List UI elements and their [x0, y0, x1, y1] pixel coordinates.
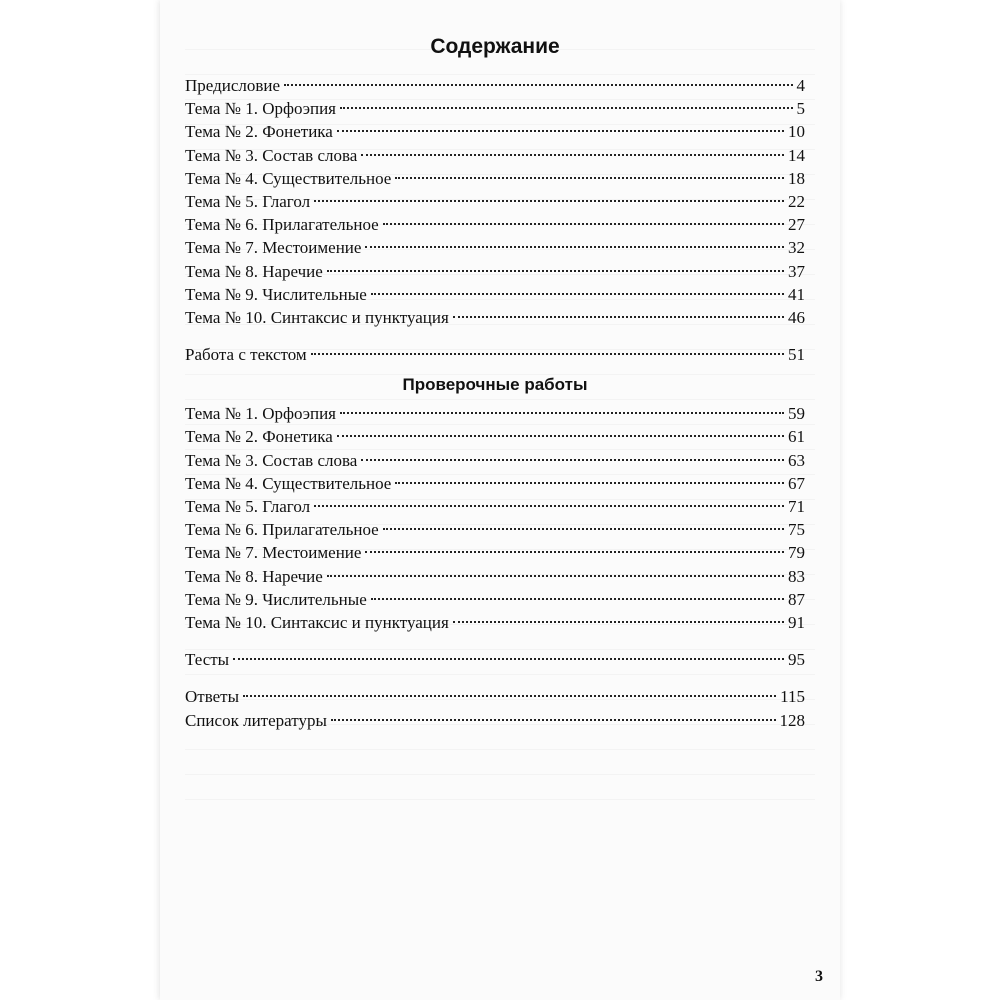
toc-entry-topic-8[interactable] — [185, 260, 805, 283]
toc-entry-check-9[interactable] — [185, 588, 805, 611]
toc-entry-page: 5 — [796, 99, 805, 119]
toc-entry-topic-6[interactable] — [185, 213, 805, 236]
toc-entry-page: 91 — [788, 612, 805, 632]
spacer — [185, 634, 805, 648]
toc-entry-label: Тема № 1. Орфоэпия — [185, 404, 336, 424]
toc-entry-topic-9[interactable] — [185, 283, 805, 306]
toc-entry-page: 41 — [788, 284, 805, 304]
toc-entry-label: Тема № 8. Наречие — [185, 566, 323, 586]
table-of-contents — [185, 28, 805, 732]
leader-dots — [383, 528, 784, 530]
leader-dots — [327, 270, 784, 272]
toc-entry-label: Работа с текстом — [185, 345, 307, 365]
toc-entry-check-1[interactable] — [185, 402, 805, 425]
toc-entry-page: 95 — [788, 650, 805, 670]
toc-entry-page: 18 — [788, 168, 805, 188]
toc-entry-page: 4 — [796, 76, 805, 95]
toc-entry-label: Тема № 5. Глагол — [185, 497, 311, 516]
leader-dots — [371, 598, 784, 600]
leader-dots — [337, 130, 784, 132]
toc-entry-label: Тема № 6. Прилагательное — [185, 215, 379, 235]
toc-entry-label: Тема № 2. Фонетика — [185, 122, 333, 142]
toc-entry-label: Предисловие — [185, 76, 281, 95]
page-number: 3 — [815, 968, 823, 985]
leader-dots — [361, 154, 784, 156]
leader-dots — [340, 107, 793, 109]
toc-entry-check-6[interactable] — [185, 518, 805, 541]
toc-entry-page: 87 — [788, 589, 805, 609]
leader-dots — [395, 482, 784, 484]
leader-dots — [365, 551, 784, 553]
toc-entry-label: Ответы — [185, 687, 240, 707]
toc-entry-check-5[interactable] — [185, 495, 805, 518]
toc-entry-check-7[interactable] — [185, 541, 805, 564]
toc-entry-label: Тема № 1. Орфоэпия — [185, 99, 336, 119]
toc-entry-label: Тема № 8. Наречие — [185, 261, 323, 281]
toc-entry-page: 32 — [788, 238, 805, 258]
toc-entry-topic-2[interactable] — [185, 120, 805, 143]
toc-entry-label: Список литературы — [185, 710, 327, 730]
toc-entry-page: 37 — [788, 261, 805, 281]
leader-dots — [340, 412, 784, 414]
toc-entry-page: 75 — [788, 520, 805, 540]
toc-entry-text-work[interactable] — [185, 343, 805, 366]
leader-dots — [243, 695, 776, 697]
page-title: Содержание — [430, 35, 560, 58]
toc-entry-label: Тема № 7. Местоимение — [185, 543, 362, 563]
leader-dots — [395, 177, 784, 179]
toc-entry-page: 61 — [788, 427, 805, 447]
leader-dots — [284, 84, 792, 86]
leader-dots — [331, 719, 776, 721]
toc-entry-label: Тема № 3. Состав слова — [185, 145, 358, 165]
toc-entry-label: Тема № 9. Числительные — [185, 589, 367, 609]
toc-entry-topic-4[interactable] — [185, 167, 805, 190]
toc-entry-check-8[interactable] — [185, 565, 805, 588]
toc-entry-literature[interactable] — [185, 709, 805, 732]
toc-entry-label: Тема № 7. Местоимение — [185, 238, 362, 258]
spacer — [185, 671, 805, 685]
toc-entry-page: 83 — [788, 566, 805, 586]
leader-dots — [365, 246, 784, 248]
toc-entry-check-10[interactable] — [185, 611, 805, 634]
toc-entry-check-4[interactable] — [185, 472, 805, 495]
toc-entry-label: Тема № 4. Существительное — [185, 473, 392, 493]
toc-entry-label: Тема № 3. Состав слова — [185, 450, 358, 470]
leader-dots — [453, 316, 784, 318]
toc-entry-label: Тема № 2. Фонетика — [185, 427, 333, 447]
toc-entry-topic-1[interactable] — [185, 97, 805, 120]
toc-entry-page: 67 — [788, 473, 805, 493]
toc-entry-page: 22 — [788, 191, 805, 211]
toc-entry-page: 27 — [788, 215, 805, 235]
toc-entry-label: Тема № 4. Существительное — [185, 168, 392, 188]
toc-entry-page: 115 — [780, 687, 805, 707]
toc-entry-page: 71 — [788, 497, 805, 516]
toc-entry-check-3[interactable] — [185, 449, 805, 472]
toc-entry-label: Тема № 10. Синтаксис и пунктуация — [185, 307, 449, 327]
toc-entry-page: 51 — [788, 345, 805, 365]
toc-entry-page: 14 — [788, 145, 805, 165]
toc-entry-label: Тема № 10. Синтаксис и пунктуация — [185, 612, 449, 632]
leader-dots — [453, 621, 784, 623]
toc-entry-page: 79 — [788, 543, 805, 563]
toc-entry-page: 128 — [779, 710, 805, 730]
leader-dots — [337, 435, 784, 437]
leader-dots — [233, 658, 784, 660]
toc-entry-topic-5[interactable] — [185, 190, 805, 213]
toc-entry-page: 59 — [788, 404, 805, 424]
toc-entry-page: 46 — [788, 307, 805, 327]
leader-dots — [314, 200, 784, 202]
leader-dots — [327, 575, 784, 577]
toc-entry-check-2[interactable] — [185, 425, 805, 448]
leader-dots — [361, 459, 784, 461]
toc-entry-intro[interactable] — [185, 74, 805, 97]
leader-dots — [371, 293, 784, 295]
toc-entry-label: Тема № 6. Прилагательное — [185, 520, 379, 540]
toc-entry-page: 10 — [788, 122, 805, 142]
toc-entry-topic-7[interactable] — [185, 236, 805, 259]
toc-entry-topic-10[interactable] — [185, 306, 805, 329]
toc-entry-tests[interactable] — [185, 648, 805, 671]
spacer — [185, 329, 805, 343]
toc-entry-topic-3[interactable] — [185, 144, 805, 167]
leader-dots — [311, 353, 784, 355]
section-heading-checks: Проверочные работы — [402, 375, 588, 395]
toc-entry-label: Тема № 9. Числительные — [185, 284, 367, 304]
leader-dots — [314, 505, 784, 507]
leader-dots — [383, 223, 784, 225]
toc-entry-label: Тема № 5. Глагол — [185, 191, 311, 211]
toc-entry-label: Тесты — [185, 650, 230, 670]
toc-entry-answers[interactable] — [185, 685, 805, 708]
toc-entry-page: 63 — [788, 450, 805, 470]
